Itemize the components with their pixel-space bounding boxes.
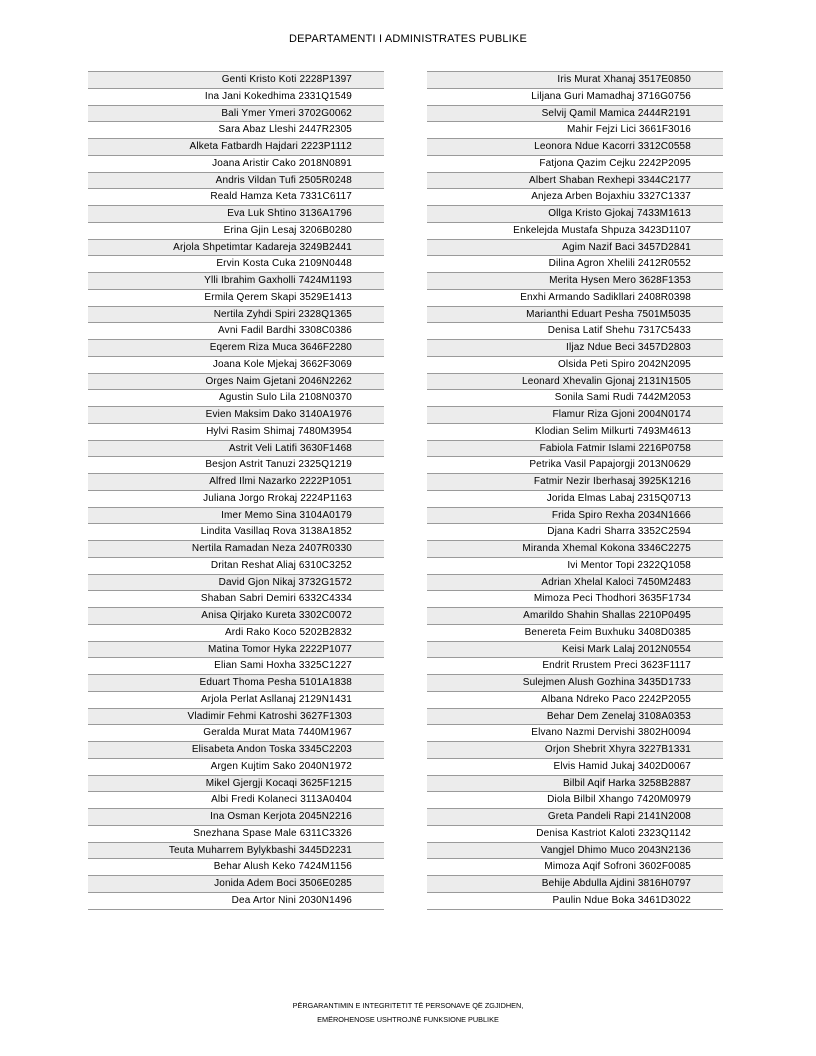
list-item: Orjon Shebrit Xhyra 3227B1331 — [427, 742, 723, 759]
list-item: Ylli Ibrahim Gaxholli 7424M1193 — [88, 273, 384, 290]
list-item: Anisa Qirjako Kureta 3302C0072 — [88, 608, 384, 625]
list-item: Elian Sami Hoxha 3325C1227 — [88, 658, 384, 675]
list-item: Paulin Ndue Boka 3461D3022 — [427, 893, 723, 910]
list-item: Arjola Shpetimtar Kadareja 3249B2441 — [88, 240, 384, 257]
list-item: Enxhi Armando Sadikllari 2408R0398 — [427, 290, 723, 307]
list-item: Selvij Qamil Mamica 2444R2191 — [427, 106, 723, 123]
list-item: Genti Kristo Koti 2228P1397 — [88, 72, 384, 89]
list-item: Vladimir Fehmi Katroshi 3627F1303 — [88, 709, 384, 726]
list-item: Frida Spiro Rexha 2034N1666 — [427, 508, 723, 525]
list-item: Bilbil Aqif Harka 3258B2887 — [427, 776, 723, 793]
list-item: Imer Memo Sina 3104A0179 — [88, 508, 384, 525]
list-item: Mahir Fejzi Lici 3661F3016 — [427, 122, 723, 139]
list-item: Greta Pandeli Rapi 2141N2008 — [427, 809, 723, 826]
list-item: Diola Bilbil Xhango 7420M0979 — [427, 792, 723, 809]
list-item: Keisi Mark Lalaj 2012N0554 — [427, 642, 723, 659]
list-item: Matina Tomor Hyka 2222P1077 — [88, 642, 384, 659]
list-item: Ivi Mentor Topi 2322Q1058 — [427, 558, 723, 575]
list-item: Geralda Murat Mata 7440M1967 — [88, 725, 384, 742]
list-item: Shaban Sabri Demiri 6332C4334 — [88, 591, 384, 608]
list-item: Leonora Ndue Kacorri 3312C0558 — [427, 139, 723, 156]
list-item: Merita Hysen Mero 3628F1353 — [427, 273, 723, 290]
list-item: Alketa Fatbardh Hajdari 2223P1112 — [88, 139, 384, 156]
list-item: Flamur Riza Gjoni 2004N0174 — [427, 407, 723, 424]
list-item: Evien Maksim Dako 3140A1976 — [88, 407, 384, 424]
list-item: Ina Jani Kokedhima 2331Q1549 — [88, 89, 384, 106]
list-item: Sonila Sami Rudi 7442M2053 — [427, 390, 723, 407]
list-item: Ollga Kristo Gjokaj 7433M1613 — [427, 206, 723, 223]
list-item: Behar Dem Zenelaj 3108A0353 — [427, 709, 723, 726]
list-item: Lindita Vasillaq Rova 3138A1852 — [88, 524, 384, 541]
list-item: Endrit Rrustem Preci 3623F1117 — [427, 658, 723, 675]
list-item: Nertila Ramadan Neza 2407R0330 — [88, 541, 384, 558]
list-item: Elvano Nazmi Dervishi 3802H0094 — [427, 725, 723, 742]
list-item: Juliana Jorgo Rrokaj 2224P1163 — [88, 491, 384, 508]
list-item: Iris Murat Xhanaj 3517E0850 — [427, 72, 723, 89]
list-item: Leonard Xhevalin Gjonaj 2131N1505 — [427, 374, 723, 391]
list-item: Albert Shaban Rexhepi 3344C2177 — [427, 173, 723, 190]
list-item: Elvis Hamid Jukaj 3402D0067 — [427, 759, 723, 776]
list-item: Reald Hamza Keta 7331C6117 — [88, 189, 384, 206]
list-item: Hylvi Rasim Shimaj 7480M3954 — [88, 424, 384, 441]
page-title: DEPARTAMENTI I ADMINISTRATES PUBLIKE — [288, 33, 528, 45]
list-item: Eqerem Riza Muca 3646F2280 — [88, 340, 384, 357]
list-item: Mikel Gjergji Kocaqi 3625F1215 — [88, 776, 384, 793]
list-item: Benereta Feim Buxhuku 3408D0385 — [427, 625, 723, 642]
list-item: Eva Luk Shtino 3136A1796 — [88, 206, 384, 223]
list-item: Iljaz Ndue Beci 3457D2803 — [427, 340, 723, 357]
list-item: Jorida Elmas Labaj 2315Q0713 — [427, 491, 723, 508]
list-item: Elisabeta Andon Toska 3345C2203 — [88, 742, 384, 759]
list-item: Denisa Latif Shehu 7317C5433 — [427, 323, 723, 340]
list-item: Teuta Muharrem Bylykbashi 3445D2231 — [88, 843, 384, 860]
list-item: Albi Fredi Kolaneci 3113A0404 — [88, 792, 384, 809]
list-item: Anjeza Arben Bojaxhiu 3327C1337 — [427, 189, 723, 206]
list-item: Bali Ymer Ymeri 3702G0062 — [88, 106, 384, 123]
list-item: Andris Vildan Tufi 2505R0248 — [88, 173, 384, 190]
list-item: Besjon Astrit Tanuzi 2325Q1219 — [88, 457, 384, 474]
list-item: Olsida Peti Spiro 2042N2095 — [427, 357, 723, 374]
footer-line-2: EMËROHENOSE USHTROJNË FUNKSIONE PUBLIKE — [317, 1015, 499, 1024]
list-item: Sulejmen Alush Gozhina 3435D1733 — [427, 675, 723, 692]
list-item: Adrian Xhelal Kaloci 7450M2483 — [427, 575, 723, 592]
left-name-list — [88, 71, 384, 910]
list-item: Ervin Kosta Cuka 2109N0448 — [88, 256, 384, 273]
list-item: Albana Ndreko Paco 2242P2055 — [427, 692, 723, 709]
footer-line-1: PËRGARANTIMIN E INTEGRITETIT TË PERSONAVE QË ZGJIDHEN, — [292, 1001, 524, 1010]
list-item: Ermila Qerem Skapi 3529E1413 — [88, 290, 384, 307]
list-item: Fatjona Qazim Cejku 2242P2095 — [427, 156, 723, 173]
list-item: Eduart Thoma Pesha 5101A1838 — [88, 675, 384, 692]
list-item: Argen Kujtim Sako 2040N1972 — [88, 759, 384, 776]
list-item: Denisa Kastriot Kaloti 2323Q1142 — [427, 826, 723, 843]
list-item: Dea Artor Nini 2030N1496 — [88, 893, 384, 910]
list-item: Joana Kole Mjekaj 3662F3069 — [88, 357, 384, 374]
list-item: Arjola Perlat Asllanaj 2129N1431 — [88, 692, 384, 709]
list-item: Mimoza Peci Thodhori 3635F1734 — [427, 591, 723, 608]
list-item: Petrika Vasil Papajorgji 2013N0629 — [427, 457, 723, 474]
list-item: Erina Gjin Lesaj 3206B0280 — [88, 223, 384, 240]
list-item: Dritan Reshat Aliaj 6310C3252 — [88, 558, 384, 575]
list-item: Klodian Selim Milkurti 7493M4613 — [427, 424, 723, 441]
list-item: Ina Osman Kerjota 2045N2216 — [88, 809, 384, 826]
list-item: Behije Abdulla Ajdini 3816H0797 — [427, 876, 723, 893]
list-item: Djana Kadri Sharra 3352C2594 — [427, 524, 723, 541]
list-item: Amarildo Shahin Shallas 2210P0495 — [427, 608, 723, 625]
page-footer — [0, 999, 816, 1027]
list-item: Nertila Zyhdi Spiri 2328Q1365 — [88, 307, 384, 324]
list-item: Agim Nazif Baci 3457D2841 — [427, 240, 723, 257]
list-item: Astrit Veli Latifi 3630F1468 — [88, 441, 384, 458]
list-item: David Gjon Nikaj 3732G1572 — [88, 575, 384, 592]
list-item: Orges Naim Gjetani 2046N2262 — [88, 374, 384, 391]
list-item: Enkelejda Mustafa Shpuza 3423D1107 — [427, 223, 723, 240]
list-item: Behar Alush Keko 7424M1156 — [88, 859, 384, 876]
list-item: Mimoza Aqif Sofroni 3602F0085 — [427, 859, 723, 876]
list-item: Snezhana Spase Male 6311C3326 — [88, 826, 384, 843]
list-item: Vangjel Dhimo Muco 2043N2136 — [427, 843, 723, 860]
list-item: Fabiola Fatmir Islami 2216P0758 — [427, 441, 723, 458]
list-item: Alfred Ilmi Nazarko 2222P1051 — [88, 474, 384, 491]
list-item: Sara Abaz Lleshi 2447R2305 — [88, 122, 384, 139]
list-item: Jonida Adem Boci 3506E0285 — [88, 876, 384, 893]
list-item: Ardi Rako Koco 5202B2832 — [88, 625, 384, 642]
list-item: Fatmir Nezir Iberhasaj 3925K1216 — [427, 474, 723, 491]
list-item: Miranda Xhemal Kokona 3346C2275 — [427, 541, 723, 558]
list-item: Marianthi Eduart Pesha 7501M5035 — [427, 307, 723, 324]
right-name-list — [427, 71, 723, 910]
list-item: Avni Fadil Bardhi 3308C0386 — [88, 323, 384, 340]
list-item: Agustin Sulo Lila 2108N0370 — [88, 390, 384, 407]
list-item: Liljana Guri Mamadhaj 3716G0756 — [427, 89, 723, 106]
list-item: Joana Aristir Cako 2018N0891 — [88, 156, 384, 173]
list-item: Dilina Agron Xhelili 2412R0552 — [427, 256, 723, 273]
